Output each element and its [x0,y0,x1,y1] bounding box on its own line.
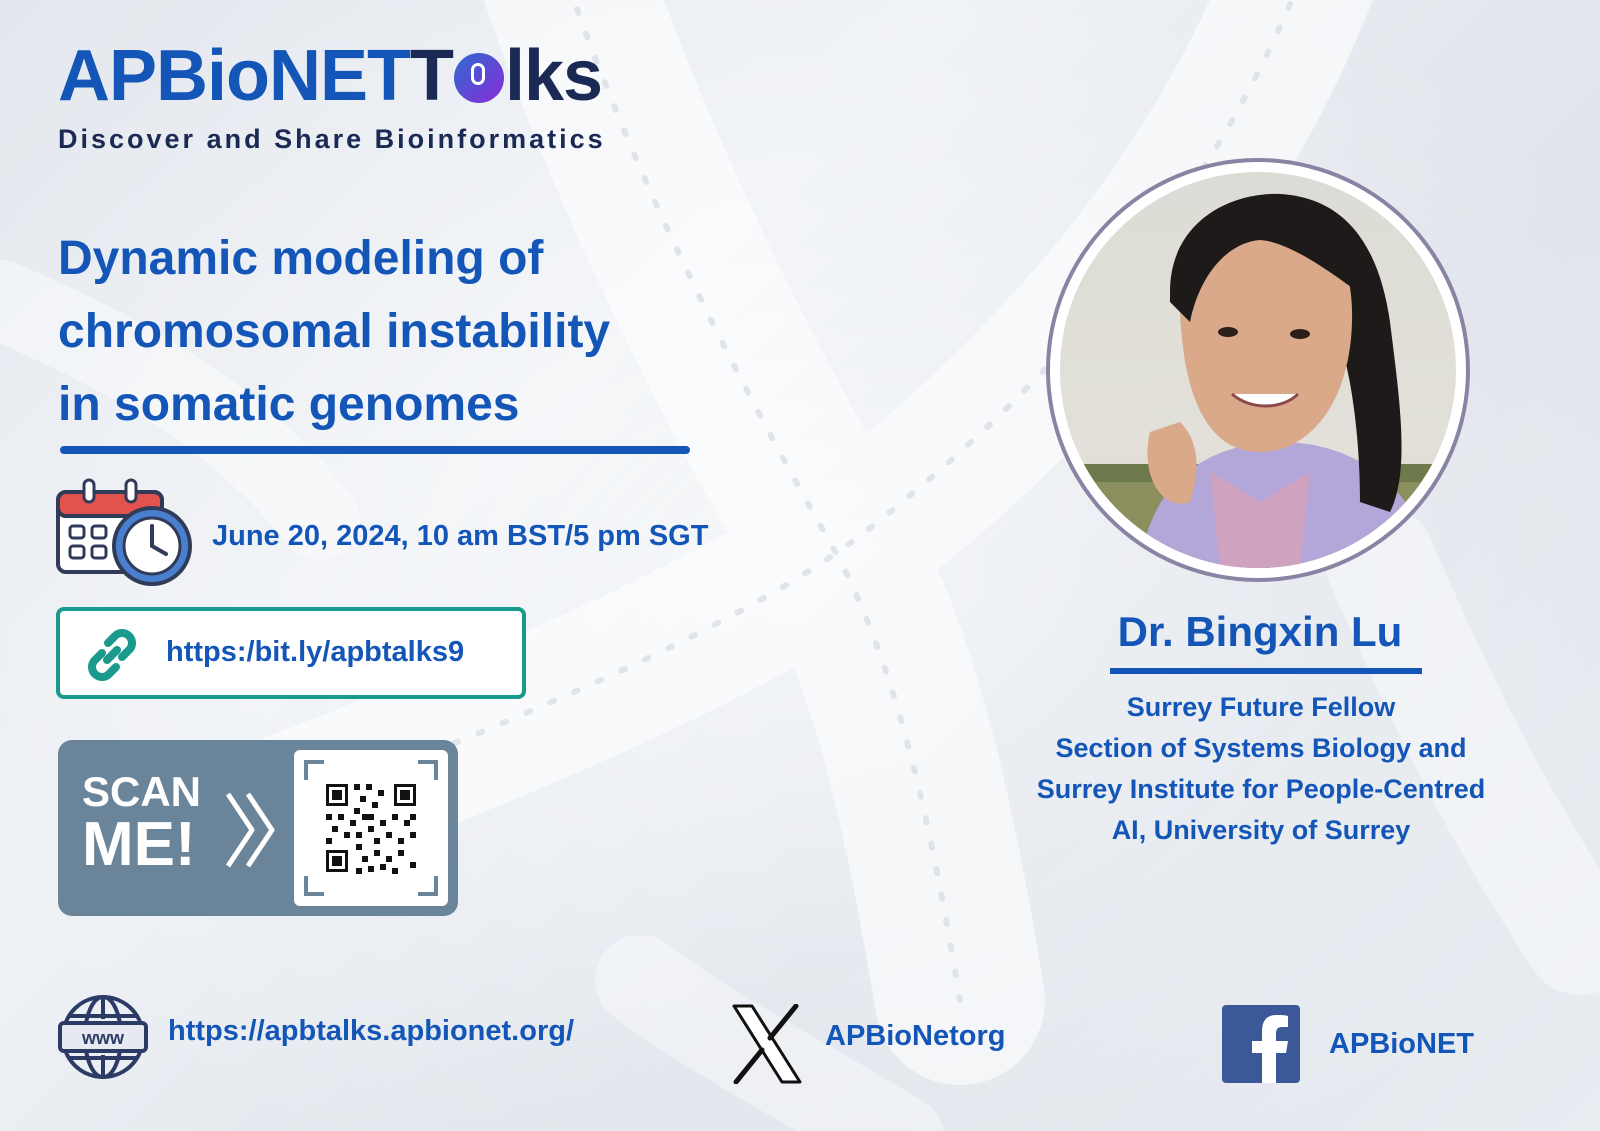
scan-word: SCAN [82,768,202,815]
talk-title [58,222,738,441]
talk-title-line: chromosomal instability [58,305,611,358]
brand-header [58,36,606,155]
speaker-affiliation [976,687,1546,851]
facebook-logo-icon[interactable] [1222,1005,1300,1083]
brand-name-t: T [410,36,453,116]
speaker-divider [1110,668,1422,674]
speaker-photo [1046,158,1470,582]
qr-code-frame[interactable] [294,750,448,906]
calendar-clock-icon [56,478,196,588]
chevron-arrows-icon [222,790,282,870]
qr-code[interactable] [304,760,438,896]
affiliation-line: AI, University of Surrey [1111,815,1411,845]
svg-text:www: www [81,1028,125,1048]
x-logo-icon[interactable] [730,1004,804,1084]
microphone-icon [454,53,504,103]
brand-name-part1: APBioNET [58,36,410,116]
title-divider [60,446,690,454]
www-globe-icon [58,992,148,1082]
talk-title-line: Dynamic modeling of [58,232,544,285]
talk-title-line: in somatic genomes [58,378,520,431]
registration-link-box[interactable] [56,607,526,699]
website-link[interactable]: https://apbtalks.apbionet.org/ [168,1015,575,1047]
affiliation-line: Surrey Future Fellow [1126,692,1396,722]
link-icon [82,625,142,685]
speaker-portrait-image [1060,172,1456,568]
brand-tagline: Discover and Share Bioinformatics [58,124,606,154]
x-handle[interactable]: APBioNetorg [825,1020,1006,1052]
event-date: June 20, 2024, 10 am BST/5 pm SGT [212,520,709,552]
scan-me-label [82,768,202,879]
affiliation-line: Surrey Institute for People-Centred [1036,774,1486,804]
brand-logo [58,36,606,116]
me-word: ME! [82,809,196,879]
affiliation-line: Section of Systems Biology and [1055,733,1467,763]
facebook-handle[interactable]: APBioNET [1329,1028,1474,1060]
brand-name-lks: lks [504,36,603,116]
registration-link[interactable]: https:/bit.ly/apbtalks9 [166,636,465,668]
scan-me-panel [58,740,458,916]
speaker-name: Dr. Bingxin Lu [1117,608,1403,655]
